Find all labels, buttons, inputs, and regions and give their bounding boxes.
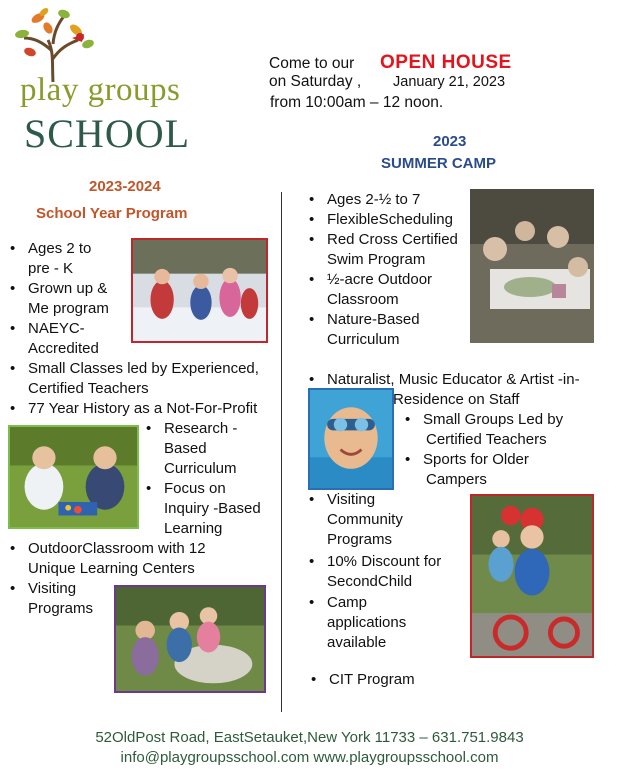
list-item: • Visiting Community Programs xyxy=(327,490,403,550)
list-item: • Nature-Based Curriculum xyxy=(327,310,420,350)
footer-contact: info@playgroupsschool.com www.playgroupsschool.com xyxy=(120,749,499,766)
school-year-title: School Year Program xyxy=(36,205,188,222)
summer-camp-year: 2023 xyxy=(433,133,467,150)
open-house-date: January 21, 2023 xyxy=(393,74,506,90)
list-item: • Ages 2 to pre - K xyxy=(28,239,91,279)
list-item: • Grown up & Me program xyxy=(28,279,109,319)
list-item: • Visiting Programs xyxy=(28,579,93,619)
open-house-label: OPEN HOUSE xyxy=(380,52,512,73)
school-year-label: 2023-2024 xyxy=(89,178,161,195)
list-item: • 10% Discount for SecondChild xyxy=(327,552,441,592)
logo-wordmark-top: play groups xyxy=(20,72,181,108)
list-item: • Small Classes led by Experienced, Certified Teachers xyxy=(28,359,259,399)
photo-children-snow xyxy=(131,238,268,343)
open-house-time: from 10:00am – 12 noon. xyxy=(270,94,444,111)
list-item: • FlexibleScheduling xyxy=(327,210,453,230)
list-item: • Naturalist, Music Educator & Artist -in- Residence on Staff xyxy=(327,370,580,410)
photo-children-sheep xyxy=(114,585,266,693)
open-house-day: on Saturday , xyxy=(269,73,362,90)
list-item: • CIT Program xyxy=(329,670,415,690)
list-item: • Red Cross Certified Swim Program xyxy=(327,230,458,270)
list-item: • Sports for Older Campers xyxy=(423,450,529,490)
column-divider xyxy=(281,192,282,712)
list-item: • Focus on Inquiry -Based Learning xyxy=(164,479,261,539)
list-item: • Ages 2-½ to 7 xyxy=(327,190,420,210)
photo-children-tricycles xyxy=(470,494,594,658)
list-item: • Research - Based Curriculum xyxy=(164,419,237,479)
list-item: • OutdoorClassroom with 12 Unique Learning Centers xyxy=(28,539,206,579)
logo-wordmark-bottom: SCHOOL xyxy=(24,111,191,156)
footer-address: 52OldPost Road, EastSetauket,New York 11733 – 631.751.9843 xyxy=(95,729,524,746)
open-house-intro: Come to our xyxy=(269,55,355,72)
summer-camp-title: SUMMER CAMP xyxy=(381,155,496,172)
list-item: • ½-acre Outdoor Classroom xyxy=(327,270,432,310)
photo-children-table xyxy=(8,425,139,529)
list-item: • 77 Year History as a Not-For-Profit xyxy=(28,399,257,419)
photo-child-swimming xyxy=(308,388,394,490)
list-item: • Small Groups Led by Certified Teachers xyxy=(423,410,563,450)
list-item: • Camp applications available xyxy=(327,593,406,653)
list-item: • NAEYC- Accredited xyxy=(28,319,99,359)
photo-children-outdoor-classroom xyxy=(470,189,594,343)
